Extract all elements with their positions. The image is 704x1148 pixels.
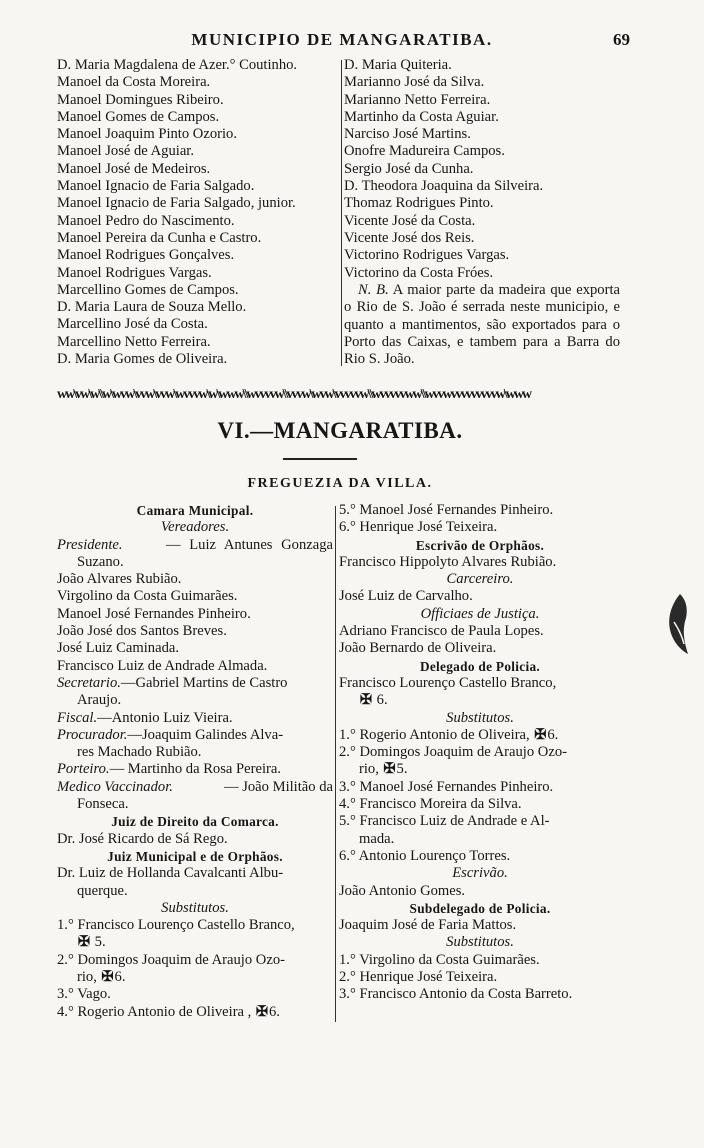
- substituto-name: Manoel José Fernandes Pinheiro.: [359, 778, 554, 795]
- substituto-item: [339, 813, 621, 830]
- list-item: Manoel Domingues Ribeiro.: [57, 91, 224, 108]
- list-item: Manoel José de Medeiros.: [57, 160, 211, 177]
- note-label: N. B.: [358, 282, 389, 298]
- medico-cont: Fonseca.: [77, 796, 129, 813]
- top-left-column: [57, 57, 339, 368]
- procurador-cont: res Machado Rubião.: [77, 744, 202, 761]
- substituto-item: [57, 952, 333, 969]
- porteiro-line: [57, 761, 333, 778]
- substituto-item: [339, 796, 621, 813]
- title-rule: [283, 458, 357, 460]
- secretario-name: —Gabriel Martins de Castro: [120, 674, 288, 691]
- vereador-item: Virgolino da Costa Guimarães.: [57, 588, 238, 605]
- substituto-item: [339, 986, 621, 1003]
- escrivao-name: João Antonio Gomes.: [339, 882, 466, 899]
- substituto-name: Rogerio Antonio de Oliveira ,: [77, 1003, 252, 1020]
- substituto-name: Henrique José Teixeira.: [359, 969, 498, 986]
- substituto-number: 3.°: [57, 986, 74, 1003]
- substituto-number: 4.°: [339, 796, 356, 813]
- medico-line: [57, 779, 333, 796]
- list-item: Manoel Pereira da Cunha e Castro.: [57, 229, 262, 246]
- presidente-cont: Suzano.: [77, 553, 124, 570]
- list-item: Marianno José da Silva.: [344, 74, 485, 91]
- substituto-name: Francisco Luiz de Andrade e Al-: [359, 813, 550, 830]
- substituto-item: [57, 917, 333, 934]
- cross-of-order-icon: ✠: [77, 934, 91, 951]
- substituto-cont: [57, 969, 333, 986]
- substituto-name: Antonio Lourenço Torres.: [358, 847, 511, 864]
- cross-of-order-icon: ✠: [534, 726, 547, 743]
- substituto-name: Rogerio Antonio de Oliveira,: [359, 726, 530, 743]
- subdelegado-substitutos-label: Substitutos.: [446, 934, 514, 951]
- porteiro-name: — Martinho da Rosa Pereira.: [109, 761, 281, 778]
- delegado-heading: Delegado de Policia.: [419, 658, 541, 674]
- official-2: João Bernardo de Oliveira.: [339, 640, 497, 657]
- list-item: Manoel Pedro do Nascimento.: [57, 212, 235, 229]
- substituto-number: 1.°: [339, 951, 356, 968]
- note-block: [344, 282, 620, 368]
- substituto-name: Vago.: [77, 986, 111, 1003]
- list-item: Manoel Joaquim Pinto Ozorio.: [57, 126, 237, 143]
- vereador-item: Francisco Luiz de Andrade Almada.: [57, 657, 268, 674]
- list-item: Vicente José da Costa.: [344, 212, 476, 229]
- substituto-cont: [339, 831, 621, 848]
- substituto-name: Francisco Lourenço Castello Branco,: [77, 917, 295, 934]
- substituto-number: 2.°: [57, 951, 74, 968]
- substituto-rank: 5.: [396, 761, 408, 778]
- fiscal-name: —Antonio Luiz Vieira.: [97, 709, 233, 726]
- camara-heading: Camara Municipal.: [136, 503, 254, 518]
- list-item: Manoel Rodrigues Gonçalves.: [57, 247, 235, 264]
- substituto-item: [339, 848, 621, 865]
- substituto-cont-text: mada.: [359, 830, 395, 847]
- list-item: Marianno Netto Ferreira.: [344, 91, 491, 108]
- medico-name: — João Militão da: [223, 778, 333, 795]
- list-item: Vicente José dos Reis.: [344, 229, 475, 246]
- fiscal-line: [57, 710, 333, 727]
- secretario-label: Secretario.: [57, 674, 121, 691]
- vereador-item: João José dos Santos Breves.: [57, 623, 227, 640]
- cross-of-order-icon: ✠: [383, 761, 396, 778]
- substituto-name: Francisco Moreira da Silva.: [359, 796, 522, 813]
- subsection-title: FREGUEZIA DA VILLA.: [247, 476, 433, 491]
- note-paragraph: [344, 282, 620, 368]
- substituto-name: Virgolino da Costa Guimarães.: [359, 951, 540, 968]
- substituto-item: [57, 986, 333, 1003]
- procurador-label: Procurador.: [57, 726, 128, 743]
- section-title: VI.—MANGARATIBA.: [217, 418, 463, 443]
- cross-of-order-icon: ✠: [101, 969, 114, 986]
- substituto-number: 1.°: [57, 917, 74, 934]
- list-item: D. Maria Quiteria.: [344, 57, 452, 73]
- left-substitutos-list: [57, 917, 333, 1021]
- list-item: Thomaz Rodrigues Pinto.: [344, 195, 494, 212]
- page-number: 69: [613, 30, 630, 49]
- list-item: Victorino da Costa Fróes.: [344, 264, 494, 281]
- vereador-5: 5.° Manoel José Fernandes Pinheiro.: [339, 502, 554, 518]
- substituto-cont-text: 5.: [94, 934, 106, 951]
- lower-left-column: [57, 502, 333, 1021]
- substituto-rank: 6.: [114, 969, 126, 986]
- substituto-number: 1.°: [339, 726, 356, 743]
- substitutos-label: Substitutos.: [161, 899, 229, 916]
- list-item: Manoel Rodrigues Vargas.: [57, 264, 212, 281]
- list-item: Victorino Rodrigues Vargas.: [344, 247, 510, 264]
- list-item: D. Maria Magdalena de Azer.° Coutinho.: [57, 57, 298, 73]
- presidente-label: Presidente.: [57, 536, 123, 553]
- substituto-item: [339, 779, 621, 796]
- delegado-name: Francisco Lourenço Castello Branco,: [339, 674, 557, 691]
- medico-label: Medico Vaccinador.: [57, 778, 173, 795]
- substituto-item: [339, 727, 621, 744]
- substituto-rank: 6.: [269, 1003, 280, 1020]
- substituto-item: [339, 744, 621, 761]
- lower-right-column: [339, 502, 621, 1004]
- substituto-name: Francisco Antonio da Costa Barreto.: [359, 986, 573, 1003]
- procurador-name: —Joaquim Galindes Alva-: [127, 726, 284, 743]
- ornament-rule: ww\vw\w\\w\wvw\vvw\vvw\wvvvw\w\www\\wvvvvw\\vvvw\wvw\vvvvvw\\wvvvvvww\\wvvwvvvvvvvvvw\www: [57, 387, 530, 402]
- official-1: Adriano Francisco de Paula Lopes.: [339, 623, 544, 640]
- top-right-column: [344, 57, 620, 282]
- margin-shell-stain: [662, 592, 692, 656]
- procurador-line: [57, 727, 333, 744]
- juiz-municipal-name: Dr. Luiz de Hollanda Cavalcanti Albu-: [57, 865, 284, 882]
- list-item: Manoel Gomes de Campos.: [57, 108, 220, 125]
- substituto-number: 2.°: [339, 744, 356, 761]
- cross-of-order-icon: ✠: [359, 692, 373, 709]
- juiz-municipal-heading: Juiz Municipal e de Orphãos.: [107, 848, 283, 864]
- substituto-cont: [57, 934, 333, 951]
- list-item: Marcellino Netto Ferreira.: [57, 333, 211, 350]
- list-item: Manoel Ignacio de Faria Salgado, junior.: [57, 195, 296, 212]
- list-item: Manoel José de Aguiar.: [57, 143, 194, 160]
- escrivao-label: Escrivão.: [452, 865, 508, 882]
- subdelegado-substitutos-list: [339, 952, 621, 1004]
- column-divider-lower: [335, 506, 336, 1022]
- substituto-cont-text: rio,: [359, 761, 379, 778]
- substituto-item: [339, 952, 621, 969]
- substituto-number: 6.°: [339, 847, 356, 864]
- carcereiro-name: José Luiz de Carvalho.: [339, 588, 473, 605]
- carcereiro-label: Carcereiro.: [446, 571, 514, 588]
- column-divider-top: [341, 60, 342, 366]
- substituto-name: Domingos Joaquim de Araujo Ozo-: [77, 951, 285, 968]
- vereador-item: João Alvares Rubião.: [57, 571, 182, 588]
- substituto-cont-text: rio,: [77, 969, 97, 986]
- vereadores-label: Vereadores.: [160, 519, 230, 536]
- secretario-line: [57, 675, 333, 692]
- substituto-cont: [339, 761, 621, 778]
- list-item: Manoel Ignacio de Faria Salgado.: [57, 178, 255, 195]
- juiz-direito-name: Dr. José Ricardo de Sá Rego.: [57, 830, 228, 847]
- substituto-number: 2.°: [339, 969, 356, 986]
- delegado-substitutos-label: Substitutos.: [446, 709, 514, 726]
- substituto-number: 3.°: [339, 986, 356, 1003]
- list-item: D. Theodora Joaquina da Silveira.: [344, 178, 544, 195]
- substituto-number: 4.°: [57, 1003, 74, 1020]
- list-item: Marcellino Gomes de Campos.: [57, 281, 239, 298]
- secretario-cont: Araujo.: [77, 692, 122, 709]
- list-item: Narciso José Martins.: [344, 126, 471, 143]
- juiz-direito-heading: Juiz de Direito da Comarca.: [111, 814, 279, 830]
- list-item: Marcellino José da Costa.: [57, 316, 208, 333]
- delegado-substitutos-list: [339, 727, 621, 865]
- substituto-name: Domingos Joaquim de Araujo Ozo-: [359, 744, 567, 761]
- list-item: Martinho da Costa Aguiar.: [344, 108, 499, 125]
- list-item: Manoel da Costa Moreira.: [57, 74, 211, 91]
- porteiro-label: Porteiro.: [57, 761, 110, 778]
- substituto-item: [339, 969, 621, 986]
- juiz-municipal-cont: querque.: [77, 882, 128, 899]
- list-item: D. Maria Laura de Souza Mello.: [57, 299, 247, 316]
- running-title: MUNICIPIO DE MANGARATIBA.: [191, 30, 493, 49]
- fiscal-label: Fiscal.: [57, 709, 98, 726]
- subdelegado-heading: Subdelegado de Policia.: [409, 900, 551, 916]
- substituto-item: [57, 1004, 333, 1021]
- delegado-cont-text: 6.: [376, 692, 388, 709]
- vereador-item: José Luiz Caminada.: [57, 640, 179, 657]
- cross-of-order-icon: ✠: [255, 1003, 269, 1020]
- vereador-6: 6.° Henrique José Teixeira.: [339, 519, 498, 536]
- subdelegado-name: Joaquim José de Faria Mattos.: [339, 917, 517, 934]
- note-text: A maior parte da madeira que exporta o Rio de S. João é serrada neste municipio, e quanto a mantimentos, são exportados para o Porto das Caixas, e tambem para a Barra do Rio S. João.: [344, 282, 620, 368]
- substituto-number: 3.°: [339, 778, 356, 795]
- presidente-line: [57, 537, 333, 554]
- presidente-name: — Luiz Antunes Gonzaga: [166, 536, 333, 553]
- officiaes-label: Officiaes de Justiça.: [420, 605, 540, 622]
- substituto-number: 5.°: [339, 813, 356, 830]
- substituto-rank: 6.: [547, 726, 559, 743]
- list-item: Onofre Madureira Campos.: [344, 143, 505, 160]
- delegado-cont: [339, 692, 621, 709]
- escrivao-orphaos-name: Francisco Hippolyto Alvares Rubião.: [339, 553, 557, 570]
- escrivao-orphaos-heading: Escrivão de Orphãos.: [415, 537, 545, 553]
- vereador-item: Manoel José Fernandes Pinheiro.: [57, 605, 251, 622]
- vereadores-list: [57, 571, 333, 675]
- list-item: Sergio José da Cunha.: [344, 160, 474, 177]
- list-item: D. Maria Gomes de Oliveira.: [57, 351, 228, 368]
